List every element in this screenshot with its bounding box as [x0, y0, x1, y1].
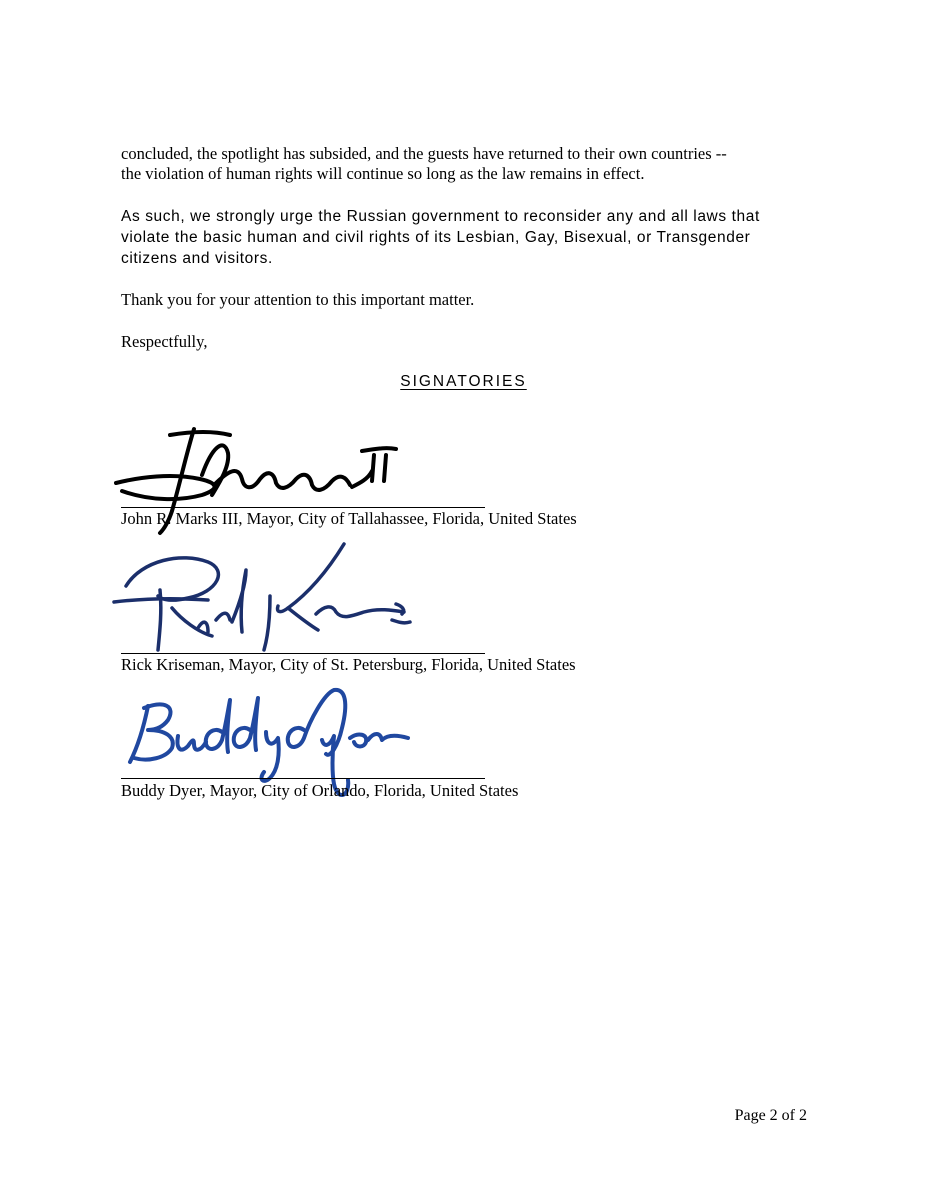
signature-line	[121, 778, 485, 779]
signature-line	[121, 653, 485, 654]
signatory-caption: John R. Marks III, Mayor, City of Tallahassee, Florida, United States	[121, 509, 577, 528]
paragraph-line: violate the basic human and civil rights of its Lesbian, Gay, Bisexual, or Transgender	[121, 229, 751, 246]
paragraph-thanks: Thank you for your attention to this important matter.	[121, 290, 475, 309]
signatory-caption: Buddy Dyer, Mayor, City of Orlando, Florida, United States	[121, 781, 519, 800]
closing: Respectfully,	[121, 332, 208, 351]
handwritten-signature-kriseman	[112, 540, 422, 658]
paragraph-line: the violation of human rights will continue so long as the law remains in effect.	[121, 164, 645, 183]
signatory-caption: Rick Kriseman, Mayor, City of St. Petersburg, Florida, United States	[121, 655, 576, 674]
paragraph-line: As such, we strongly urge the Russian government to reconsider any and all laws that	[121, 208, 760, 225]
paragraph-line: citizens and visitors.	[121, 250, 273, 267]
paragraph-urge	[121, 206, 811, 269]
page-number: Page 2 of 2	[734, 1107, 807, 1124]
signature-line	[121, 507, 485, 508]
paragraph-continuation	[121, 144, 811, 184]
paragraph-line: concluded, the spotlight has subsided, and the guests have returned to their own countries --	[121, 144, 727, 163]
signatories-heading: SIGNATORIES	[400, 373, 527, 390]
